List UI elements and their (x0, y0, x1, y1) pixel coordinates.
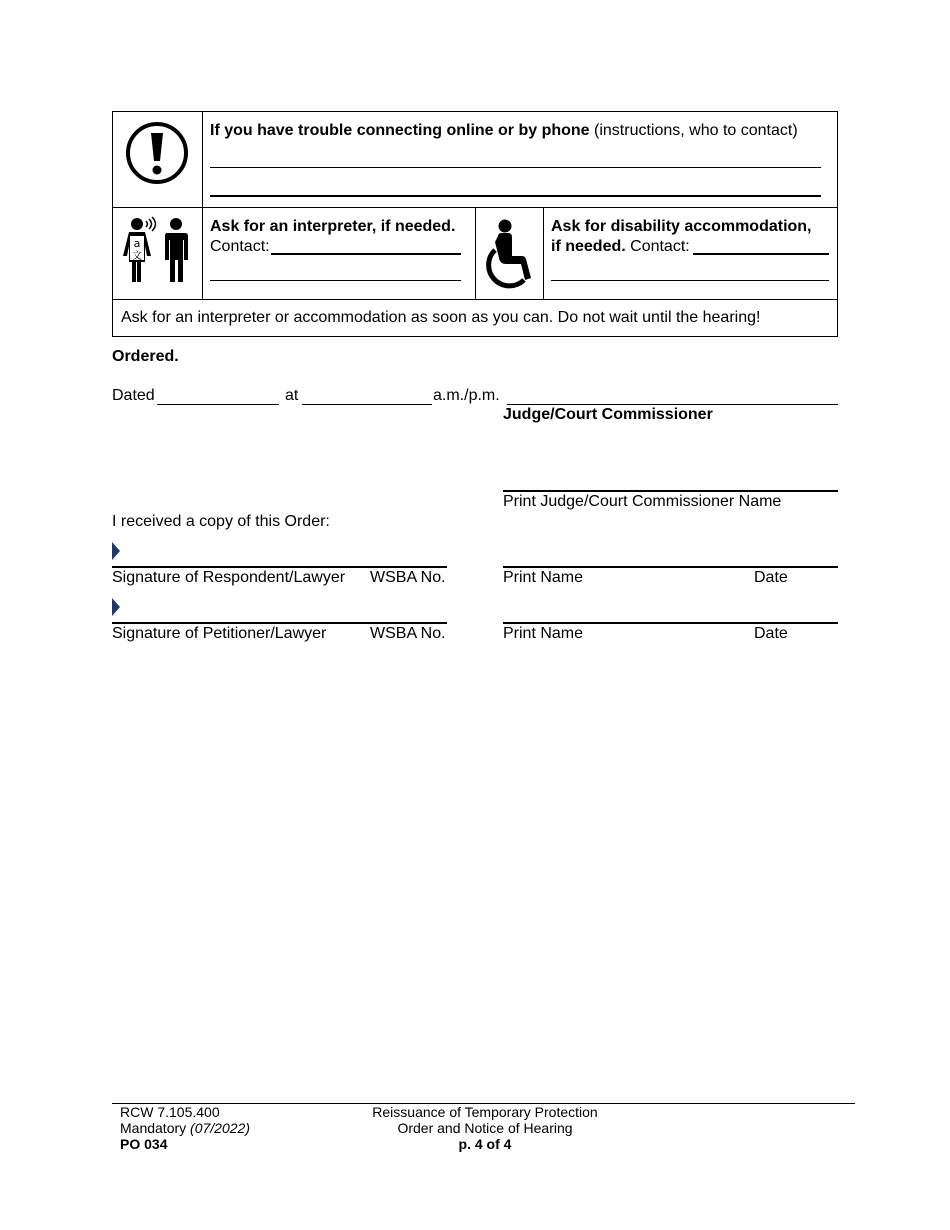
respondent-print-name-line[interactable] (503, 566, 838, 568)
wheelchair-icon (484, 218, 536, 290)
asap-text: Ask for an interpreter or accommodation as soon as you can. Do not wait until the hearing! (121, 309, 761, 326)
interpreter-contact-line[interactable] (271, 253, 461, 255)
interpreter-contact-label: Contact: (210, 238, 270, 255)
respondent-signature-label: Signature of Respondent/Lawyer (112, 569, 346, 586)
petitioner-date-label: Date (754, 625, 788, 642)
disability-contact-label: Contact: (625, 238, 690, 255)
dated-label: Dated (112, 387, 155, 404)
petitioner-print-name-line[interactable] (503, 622, 838, 624)
footer-form-number: PO 034 (120, 1136, 168, 1152)
petitioner-signature-label: Signature of Petitioner/Lawyer (112, 625, 327, 642)
disability-contact-line-2[interactable] (551, 280, 829, 281)
divider (202, 112, 203, 300)
judge-signature-line[interactable] (507, 404, 838, 405)
notice-box (112, 111, 838, 337)
trouble-blank-line-2[interactable] (210, 195, 821, 197)
divider (113, 207, 837, 208)
interpreter-bold: Ask for an interpreter, if needed. (210, 218, 456, 235)
disability-bold-2: if needed. (551, 238, 626, 255)
print-judge-label: Print Judge/Court Commissioner Name (503, 493, 782, 510)
received-copy-text: I received a copy of this Order: (112, 513, 330, 530)
at-label: at (285, 387, 299, 404)
footer-mandatory: Mandatory (120, 1120, 191, 1136)
divider (543, 208, 544, 300)
interpreter-contact-line-2[interactable] (210, 280, 461, 281)
petitioner-wsba-label: WSBA No. (370, 625, 446, 642)
svg-text:a: a (133, 237, 141, 250)
footer-page-number: p. 4 of 4 (458, 1136, 512, 1152)
footer-title-1: Reissuance of Temporary Protection (372, 1104, 598, 1120)
sign-here-arrow-icon (112, 542, 120, 560)
petitioner-print-name-label: Print Name (503, 625, 584, 642)
petitioner-signature-line[interactable] (112, 622, 447, 624)
respondent-print-name-label: Print Name (503, 569, 584, 586)
disability-contact-line[interactable] (693, 253, 829, 255)
footer-title-2: Order and Notice of Hearing (397, 1120, 573, 1136)
footer-mandatory-date: (07/2022) (190, 1120, 250, 1136)
ampm-label: a.m./p.m. (433, 387, 500, 404)
interpreter-icon (121, 216, 197, 286)
respondent-date-label: Date (754, 569, 788, 586)
trouble-bold: If you have trouble connecting online or by phone (210, 122, 590, 139)
footer-center (355, 1104, 615, 1152)
print-judge-line[interactable] (503, 490, 838, 492)
judge-label: Judge/Court Commissioner (503, 406, 713, 423)
divider (475, 208, 476, 300)
svg-text:文: 文 (132, 251, 142, 262)
dated-blank-line[interactable] (157, 404, 279, 405)
footer-rcw: RCW 7.105.400 (120, 1104, 220, 1120)
disability-bold-1: Ask for disability accommodation, (551, 218, 812, 235)
trouble-connecting-text (210, 122, 830, 140)
trouble-rest: (instructions, who to contact) (589, 122, 798, 139)
footer-left (120, 1104, 250, 1152)
divider (113, 299, 837, 300)
disability-text (551, 217, 812, 257)
exclamation-icon (125, 121, 189, 185)
interpreter-text (210, 217, 455, 257)
respondent-wsba-label: WSBA No. (370, 569, 446, 586)
trouble-blank-line-1[interactable] (210, 167, 821, 168)
sign-here-arrow-icon (112, 598, 120, 616)
time-blank-line[interactable] (302, 404, 432, 405)
respondent-signature-line[interactable] (112, 566, 447, 568)
ordered-heading: Ordered. (112, 348, 179, 365)
